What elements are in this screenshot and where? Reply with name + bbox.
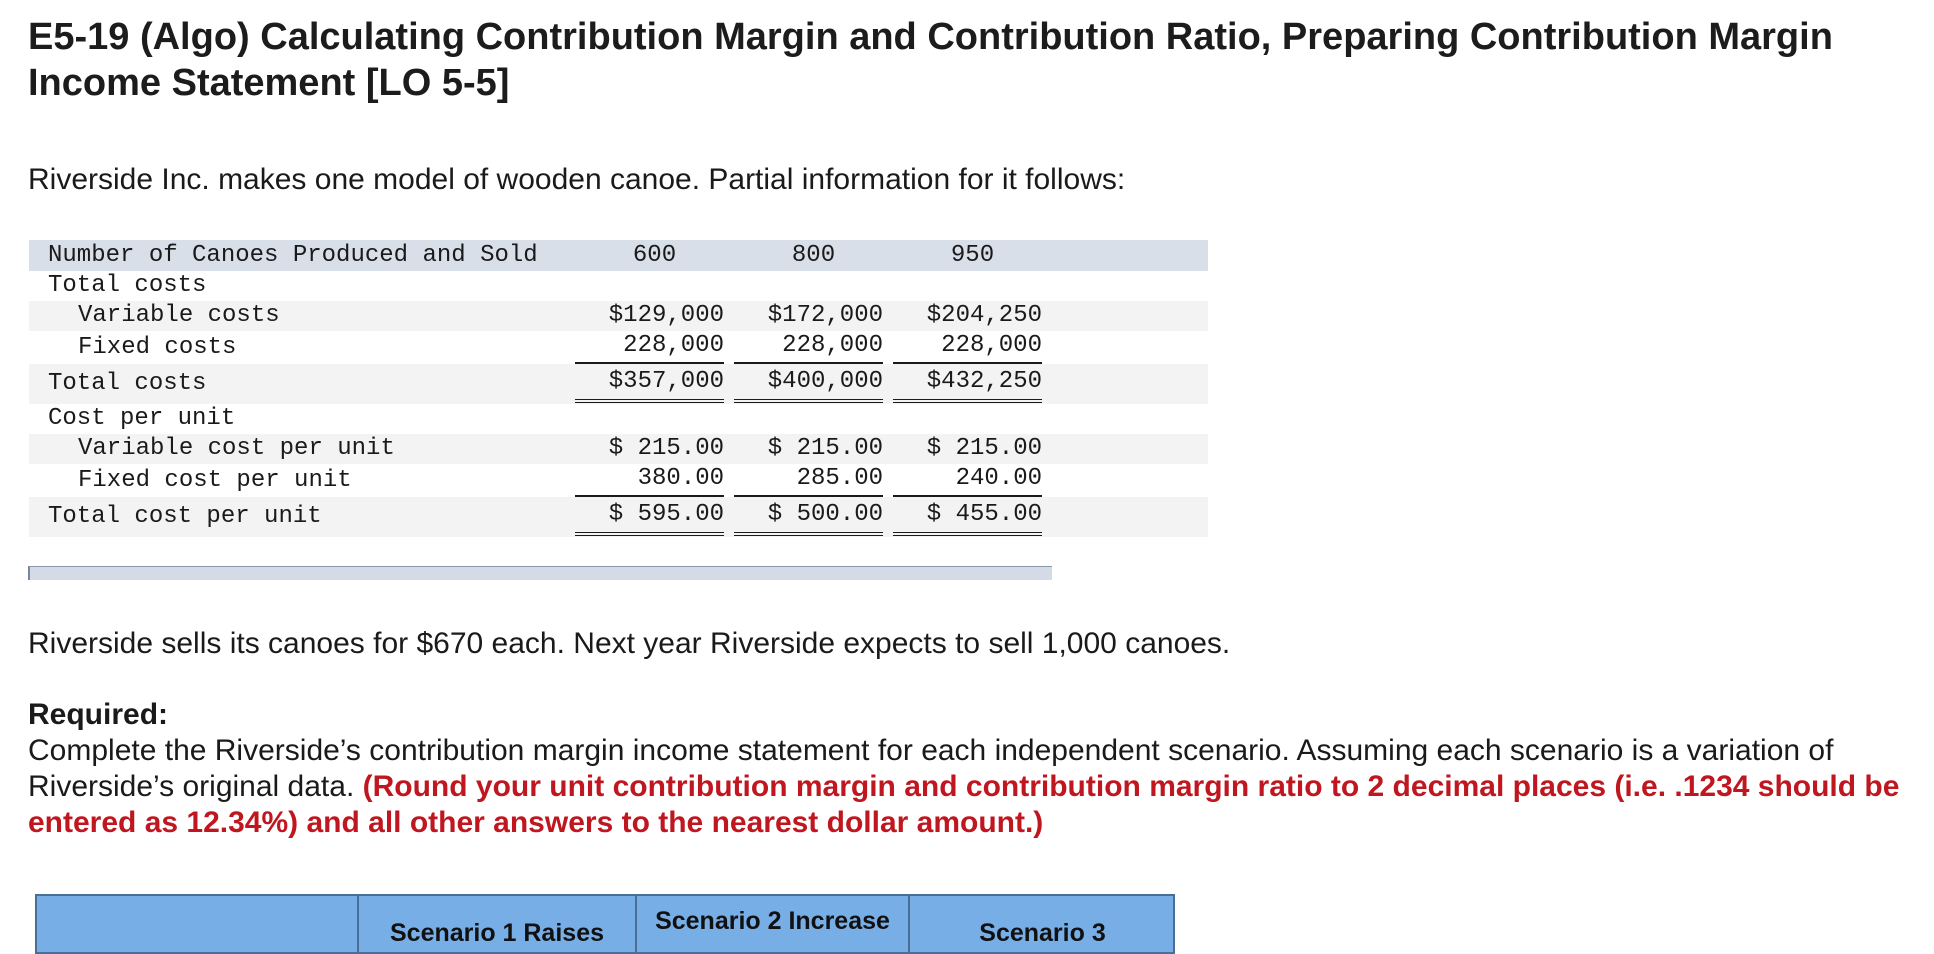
table-header-row (29, 240, 1208, 271)
fixed-costs-600: 228,000 (575, 331, 724, 364)
variable-cost-per-unit-600: $ 215.00 (608, 435, 724, 462)
header-label: Number of Canoes Produced and Sold (29, 240, 575, 271)
total-cost-per-unit-label: Total cost per unit (29, 497, 575, 537)
variable-costs-800: $172,000 (767, 302, 883, 329)
fixed-cost-per-unit-950: 240.00 (893, 464, 1042, 497)
fixed-cost-per-unit-800: 285.00 (734, 464, 883, 497)
units-600: 600 (575, 240, 734, 271)
cost-per-unit-heading: Cost per unit (48, 405, 236, 432)
total-costs-600: $357,000 (575, 365, 724, 403)
total-cost-per-unit-950: $ 455.00 (893, 498, 1042, 536)
total-costs-800: $400,000 (734, 365, 883, 403)
table-row (29, 464, 1208, 497)
scenario-1-header: Scenario 1 Raises (357, 896, 635, 952)
table-footer-bar (28, 566, 1052, 580)
variable-cost-per-unit-800: $ 215.00 (767, 435, 883, 462)
total-costs-label: Total costs (29, 364, 575, 404)
total-cost-per-unit-600: $ 595.00 (575, 498, 724, 536)
units-950: 950 (893, 240, 1052, 271)
sales-statement: Riverside sells its canoes for $670 each. Next year Riverside expects to sell 1,000 canoes. (28, 627, 1231, 660)
intro-text: Riverside Inc. makes one model of wooden canoe. Partial information for it follows: (28, 163, 1126, 196)
required-label: Required: (28, 698, 169, 731)
table-row (29, 301, 1208, 331)
variable-costs-600: $129,000 (608, 302, 724, 329)
total-costs-heading: Total costs (48, 272, 207, 299)
fixed-costs-950: 228,000 (893, 331, 1042, 364)
table-row (29, 271, 1208, 301)
fixed-cost-per-unit-600: 380.00 (575, 464, 724, 497)
variable-cost-per-unit-950: $ 215.00 (926, 435, 1042, 462)
page-title: E5-19 (Algo) Calculating Contribution Margin and Contribution Ratio, Preparing Contribution Margin Income Statement [LO 5-5] (28, 16, 1833, 104)
units-800: 800 (734, 240, 893, 271)
fixed-costs-800: 228,000 (734, 331, 883, 364)
total-cost-per-unit-800: $ 500.00 (734, 498, 883, 536)
total-costs-950: $432,250 (893, 365, 1042, 403)
table-row (29, 404, 1208, 434)
table-row (29, 434, 1208, 464)
cost-data-table (29, 240, 1208, 537)
fixed-cost-per-unit-label: Fixed cost per unit (78, 466, 352, 494)
rounding-instructions: (Round your unit contribution margin and contribution margin ratio to 2 decimal places (i.e. .1234 should be entered as 12.34%) and all other answers to the nearest dollar amount.) (28, 770, 1900, 839)
required-text: Complete the Riverside’s contribution margin income statement for each independent scenario. Assuming each scenario is a variation of Riverside’s original data. (28, 734, 1834, 803)
fixed-costs-label: Fixed costs (78, 333, 237, 361)
variable-costs-950: $204,250 (926, 302, 1042, 329)
variable-costs-label: Variable costs (29, 301, 575, 331)
required-section (28, 697, 1908, 841)
scenario-header-table (35, 894, 1175, 954)
scenario-2-header: Scenario 2 Increase (635, 896, 908, 952)
table-row (29, 497, 1208, 537)
scenario-3-header: Scenario 3 (908, 896, 1175, 952)
variable-cost-per-unit-label: Variable cost per unit (29, 434, 575, 464)
table-row (29, 331, 1208, 364)
table-row (29, 364, 1208, 404)
